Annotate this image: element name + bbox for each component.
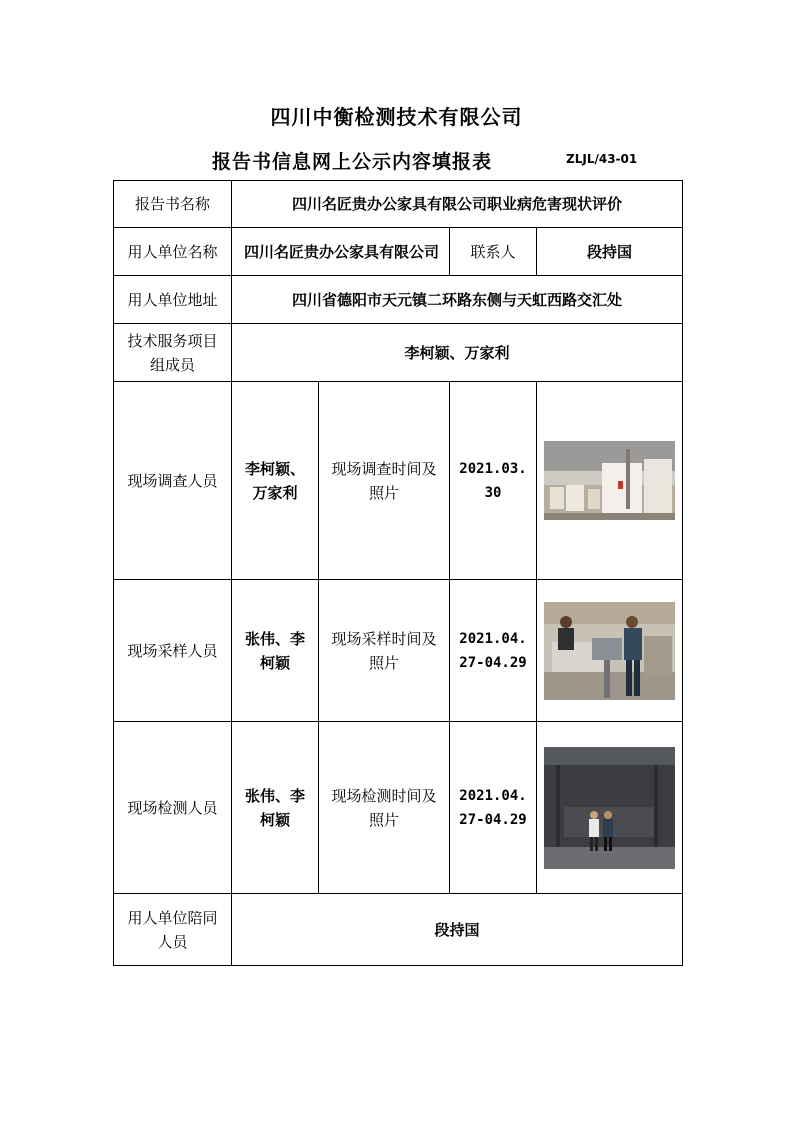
survey-photo-cell	[537, 382, 683, 580]
row-employer	[114, 228, 683, 276]
report-name-value: 四川名匠贵办公家具有限公司职业病危害现状评价	[232, 181, 683, 228]
testing-photo	[544, 747, 675, 869]
sampling-photo-cell	[537, 580, 683, 722]
row-testing	[114, 722, 683, 894]
testing-label: 现场检测人员	[114, 722, 232, 894]
company-title: 四川中衡检测技术有限公司	[270, 105, 523, 129]
sampling-photo	[544, 602, 675, 700]
disclosure-form-table	[113, 180, 683, 966]
testing-photo-cell	[537, 722, 683, 894]
survey-date: 2021.03.30	[450, 382, 537, 580]
row-survey	[114, 382, 683, 580]
testing-date: 2021.04.27-04.29	[450, 722, 537, 894]
testing-people: 张伟、李柯颖	[232, 722, 319, 894]
contact-value: 段持国	[537, 228, 683, 276]
address-value: 四川省德阳市天元镇二环路东侧与天虹西路交汇处	[232, 276, 683, 324]
employer-label: 用人单位名称	[114, 228, 232, 276]
survey-people: 李柯颖、万家利	[232, 382, 319, 580]
escort-label: 用人单位陪同人员	[114, 894, 232, 966]
form-code: ZLJL/43-01	[566, 152, 638, 166]
members-label: 技术服务项目组成员	[114, 324, 232, 382]
address-label: 用人单位地址	[114, 276, 232, 324]
row-members	[114, 324, 683, 382]
survey-label: 现场调查人员	[114, 382, 232, 580]
sampling-people: 张伟、李柯颖	[232, 580, 319, 722]
row-sampling	[114, 580, 683, 722]
sampling-label: 现场采样人员	[114, 580, 232, 722]
sampling-date: 2021.04.27-04.29	[450, 580, 537, 722]
report-name-label: 报告书名称	[114, 181, 232, 228]
members-value: 李柯颖、万家利	[232, 324, 683, 382]
escort-value: 段持国	[232, 894, 683, 966]
form-title: 报告书信息网上公示内容填报表	[212, 151, 493, 173]
survey-photo	[544, 441, 675, 520]
survey-time-label: 现场调查时间及照片	[319, 382, 450, 580]
row-address	[114, 276, 683, 324]
testing-time-label: 现场检测时间及照片	[319, 722, 450, 894]
row-escort	[114, 894, 683, 966]
employer-value: 四川名匠贵办公家具有限公司	[232, 228, 450, 276]
row-report-name	[114, 181, 683, 228]
contact-label: 联系人	[450, 228, 537, 276]
sampling-time-label: 现场采样时间及照片	[319, 580, 450, 722]
